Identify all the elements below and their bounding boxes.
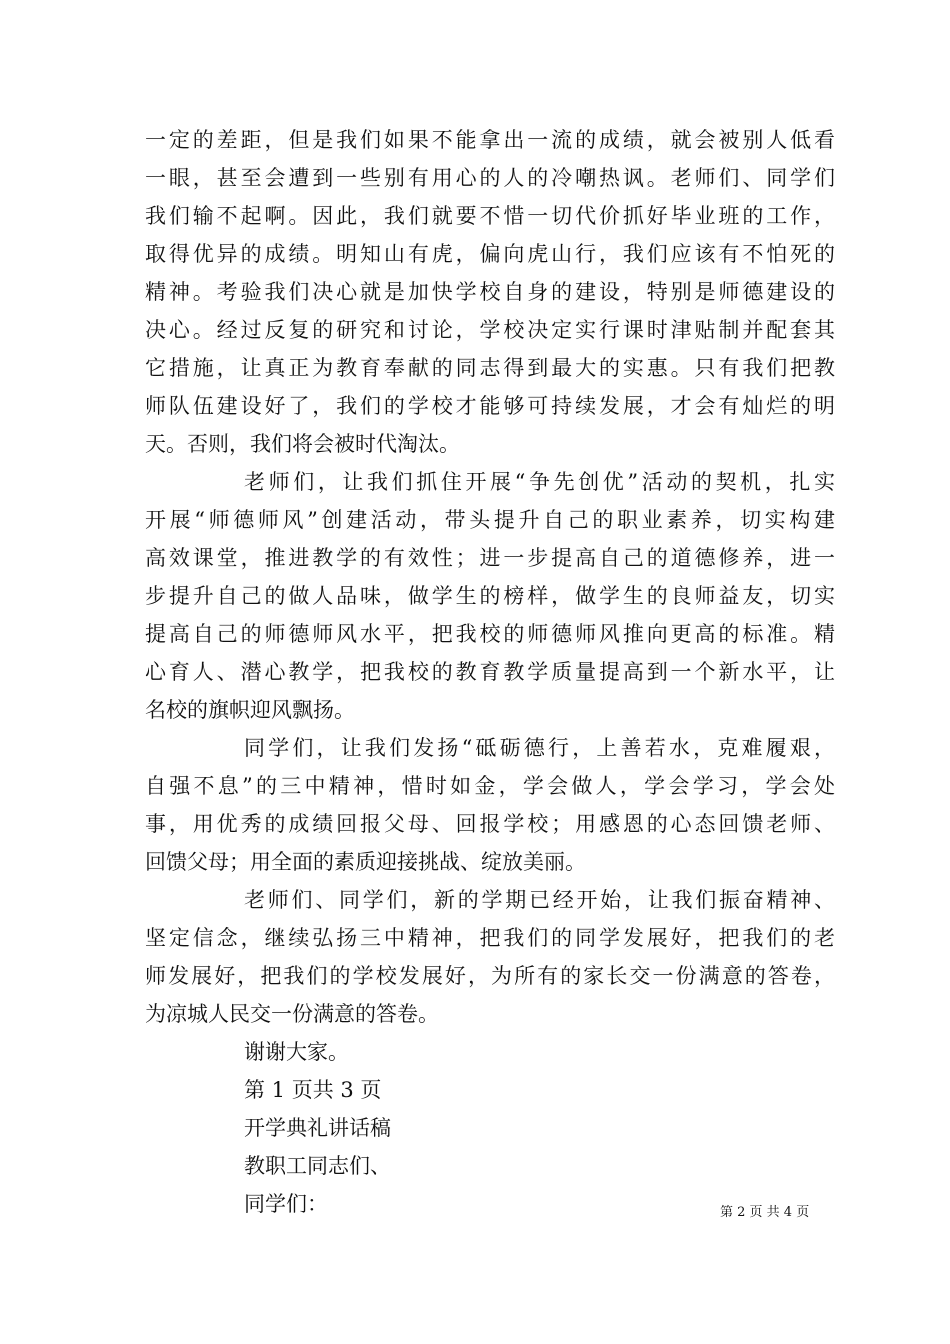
text-line: 一定的差距，但是我们如果不能拿出一流的成绩，就会被别人低看 xyxy=(145,128,835,152)
text-line: 高效课堂，推进教学的有效性；进一步提高自己的道德修养，进一 xyxy=(145,546,835,570)
paragraph-students xyxy=(145,729,835,881)
inner-page-marker: 第 1 页共 3 页 xyxy=(244,1078,382,1102)
text-line: 同学们，让我们发扬“砥砺德行，上善若水，克难履艰， xyxy=(244,736,835,760)
text-line: 决心。经过反复的研究和讨论，学校决定实行课时津贴制并配套其 xyxy=(145,318,835,342)
text-line: 心育人、潜心教学，把我校的教育教学质量提高到一个新水平，让 xyxy=(145,660,835,684)
paragraph-teachers xyxy=(145,463,835,729)
text-line: 自强不息”的三中精神，惜时如金，学会做人，学会学习，学会处 xyxy=(145,774,835,798)
text-line: 提高自己的师德师风水平，把我校的师德师风推向更高的标准。精 xyxy=(145,622,835,646)
salutation-staff: 教职工同志们、 xyxy=(244,1154,391,1178)
text-line: 天。否则，我们将会被时代淘汰。 xyxy=(145,432,460,456)
text-line: 回馈父母；用全面的素质迎接挑战、绽放美丽。 xyxy=(145,850,586,874)
text-line: 名校的旗帜迎风飘扬。 xyxy=(145,698,355,722)
text-line: 老师们，让我们抓住开展“争先创优”活动的契机，扎实 xyxy=(244,470,835,494)
text-line: 为凉城人民交一份满意的答卷。 xyxy=(145,1002,439,1026)
text-line: 我们输不起啊。因此，我们就要不惜一切代价抓好毕业班的工作， xyxy=(145,204,835,228)
text-line: 步提升自己的做人品味，做学生的榜样，做学生的良师益友，切实 xyxy=(145,584,835,608)
document-body xyxy=(145,121,835,1223)
closing-text: 谢谢大家。 xyxy=(244,1040,349,1064)
text-line: 一眼，甚至会遭到一些别有用心的人的冷嘲热讽。老师们、同学们 xyxy=(145,166,835,190)
paragraph-conclusion xyxy=(145,881,835,1033)
page-footer: 第 2 页 共 4 页 xyxy=(720,1205,810,1220)
next-document-title: 开学典礼讲话稿 xyxy=(244,1116,391,1140)
text-line: 师发展好，把我们的学校发展好，为所有的家长交一份满意的答卷， xyxy=(145,964,835,988)
salutation-students: 同学们： xyxy=(244,1192,328,1216)
text-line: 事，用优秀的成绩回报父母、回报学校；用感恩的心态回馈老师、 xyxy=(145,812,835,836)
text-line: 取得优异的成绩。明知山有虎，偏向虎山行，我们应该有不怕死的 xyxy=(145,242,835,266)
text-line: 精神。考验我们决心就是加快学校自身的建设，特别是师德建设的 xyxy=(145,280,835,304)
paragraph-continuation xyxy=(145,121,835,463)
text-line: 坚定信念，继续弘扬三中精神，把我们的同学发展好，把我们的老 xyxy=(145,926,835,950)
text-line: 老师们、同学们，新的学期已经开始，让我们振奋精神、 xyxy=(244,888,835,912)
text-line: 它措施，让真正为教育奉献的同志得到最大的实惠。只有我们把教 xyxy=(145,356,835,380)
text-line: 开展“师德师风”创建活动，带头提升自己的职业素养，切实构建 xyxy=(145,508,835,532)
text-line: 师队伍建设好了，我们的学校才能够可持续发展，才会有灿烂的明 xyxy=(145,394,835,418)
